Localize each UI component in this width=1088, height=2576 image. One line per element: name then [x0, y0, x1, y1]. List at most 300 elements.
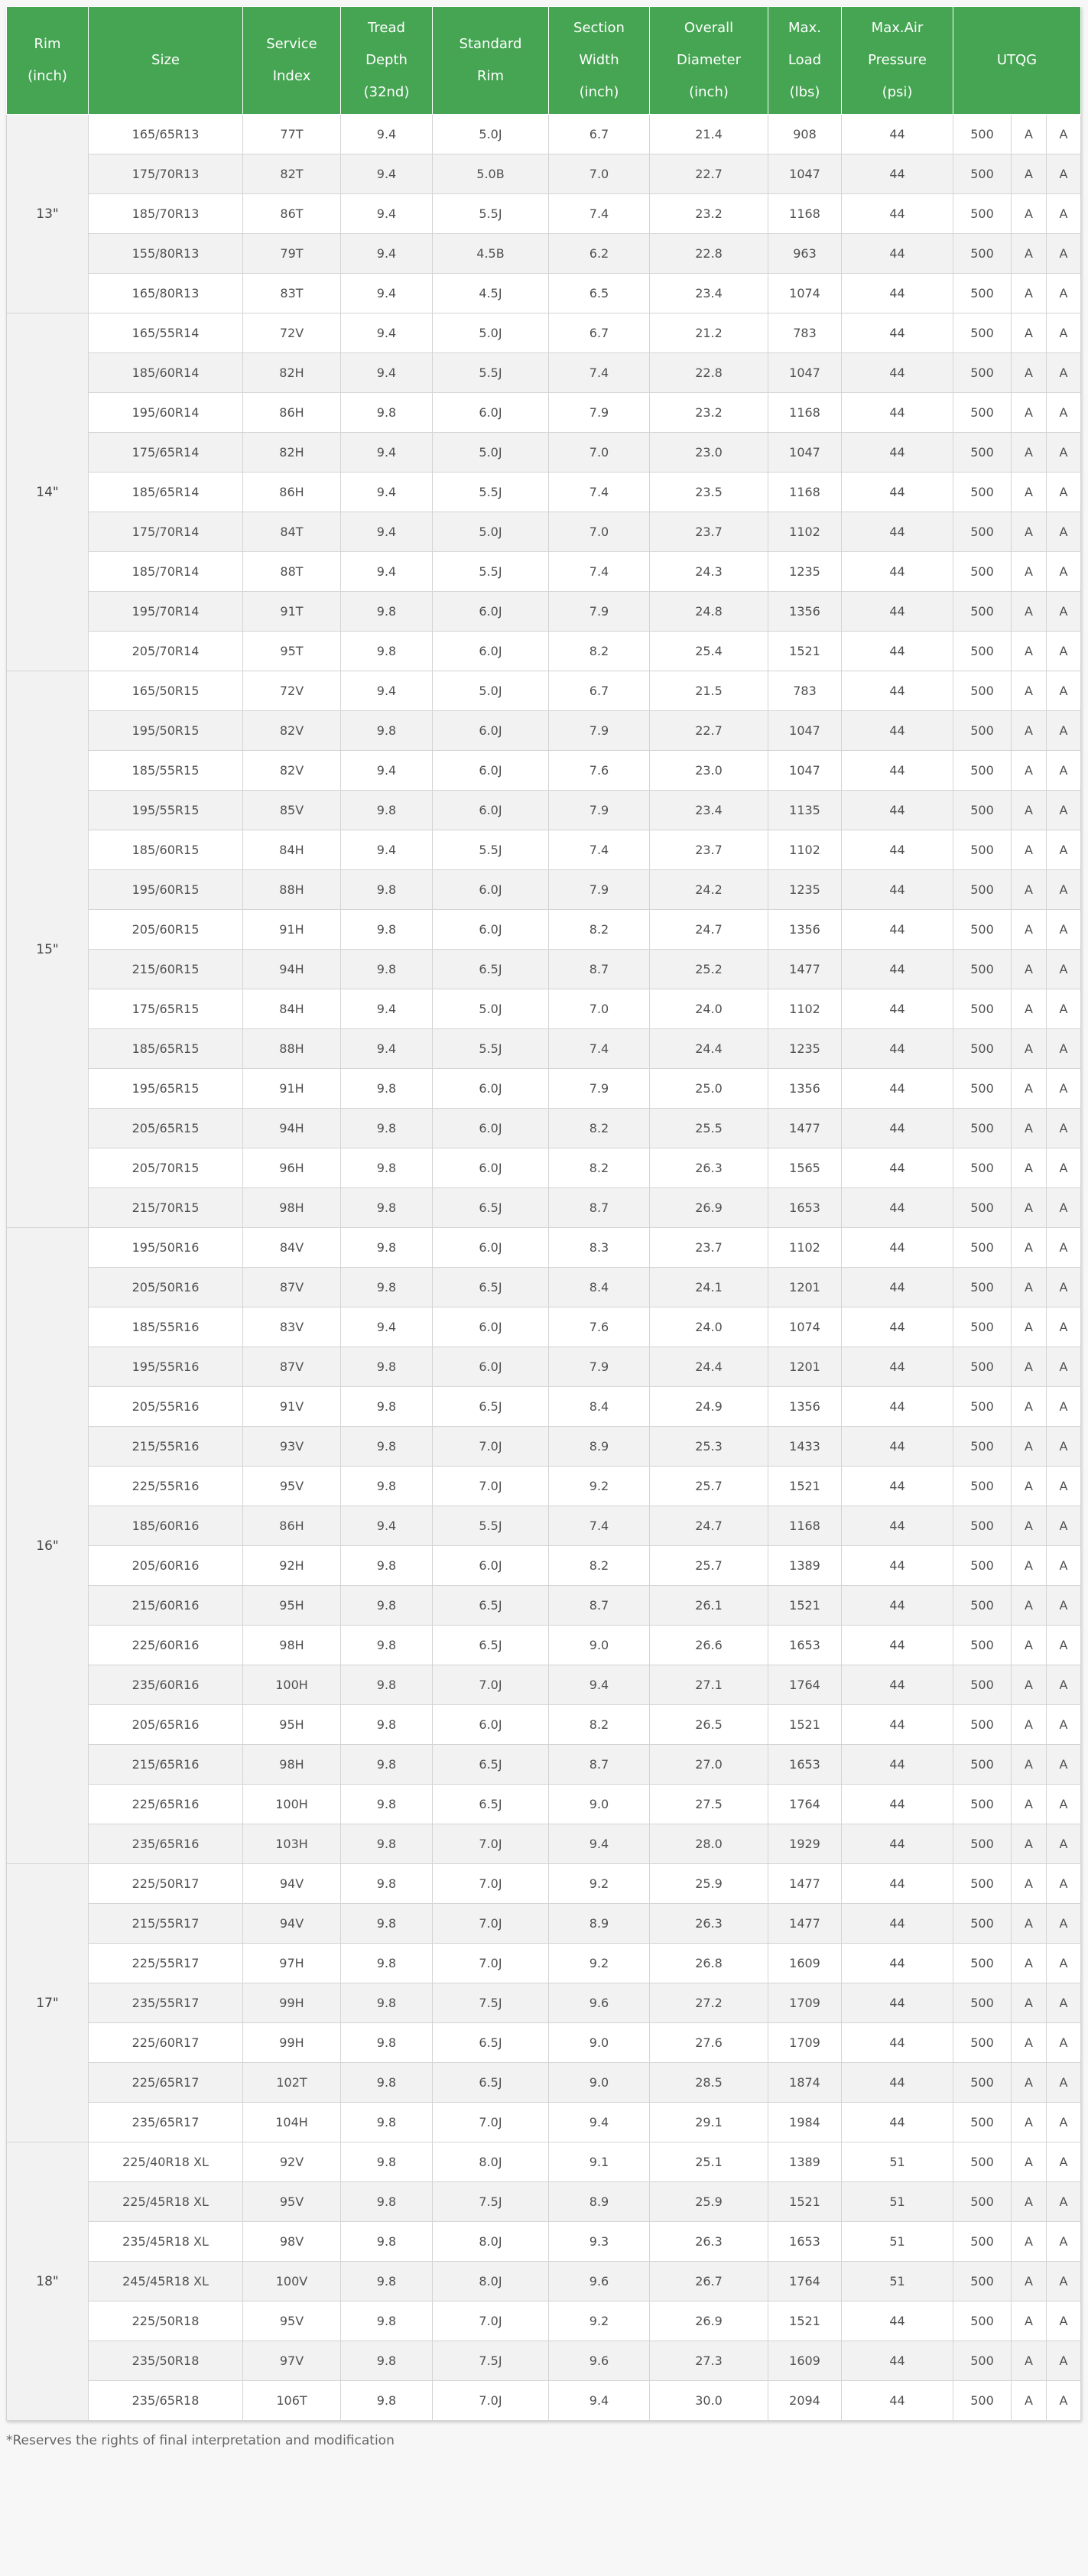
overall-diameter-cell: 26.6 — [650, 1626, 768, 1665]
service-index-cell: 84H — [243, 830, 341, 870]
standard-rim-cell: 5.0J — [433, 671, 549, 711]
size-cell: 165/55R14 — [89, 313, 243, 353]
utqg-treadwear-cell: 500 — [953, 393, 1012, 433]
service-index-cell: 106T — [243, 2381, 341, 2421]
tread-depth-cell: 9.8 — [341, 1148, 433, 1188]
section-width-cell: 6.7 — [549, 115, 650, 154]
max-load-cell: 1477 — [768, 1904, 842, 1944]
utqg-temperature-cell: A — [1047, 2222, 1081, 2262]
overall-diameter-cell: 30.0 — [650, 2381, 768, 2421]
table-row — [7, 1705, 1081, 1745]
overall-diameter-cell: 24.1 — [650, 1268, 768, 1307]
overall-diameter-cell: 28.0 — [650, 1824, 768, 1864]
rim-size-cell: 17" — [7, 1864, 89, 2142]
overall-diameter-cell: 25.3 — [650, 1427, 768, 1467]
max-air-pressure-cell: 44 — [842, 194, 953, 234]
max-air-pressure-cell: 44 — [842, 1626, 953, 1665]
max-air-pressure-cell: 51 — [842, 2182, 953, 2222]
utqg-treadwear-cell: 500 — [953, 950, 1012, 989]
utqg-treadwear-cell: 500 — [953, 1705, 1012, 1745]
section-width-cell: 8.2 — [549, 1148, 650, 1188]
size-cell: 185/70R14 — [89, 552, 243, 592]
tire-spec-table — [6, 6, 1081, 2421]
utqg-temperature-cell: A — [1047, 393, 1081, 433]
utqg-traction-cell: A — [1012, 1824, 1047, 1864]
table-row — [7, 910, 1081, 950]
standard-rim-cell: 7.0J — [433, 1427, 549, 1467]
utqg-temperature-cell: A — [1047, 1148, 1081, 1188]
section-width-cell: 7.9 — [549, 1347, 650, 1387]
standard-rim-cell: 6.0J — [433, 711, 549, 751]
tread-depth-cell: 9.8 — [341, 2142, 433, 2182]
service-index-cell: 88H — [243, 1029, 341, 1069]
utqg-treadwear-cell: 500 — [953, 711, 1012, 751]
max-load-cell: 1047 — [768, 751, 842, 791]
service-index-cell: 93V — [243, 1427, 341, 1467]
utqg-traction-cell: A — [1012, 473, 1047, 512]
standard-rim-cell: 7.0J — [433, 2302, 549, 2341]
max-load-cell: 1653 — [768, 1626, 842, 1665]
utqg-traction-cell: A — [1012, 2222, 1047, 2262]
standard-rim-cell: 5.5J — [433, 552, 549, 592]
tread-depth-cell: 9.8 — [341, 1069, 433, 1109]
rim-size-cell: 15" — [7, 671, 89, 1228]
service-index-cell: 82H — [243, 433, 341, 473]
size-cell: 195/50R15 — [89, 711, 243, 751]
max-air-pressure-cell: 44 — [842, 433, 953, 473]
overall-diameter-cell: 25.7 — [650, 1546, 768, 1586]
size-cell: 195/65R15 — [89, 1069, 243, 1109]
size-cell: 195/55R16 — [89, 1347, 243, 1387]
utqg-temperature-cell: A — [1047, 552, 1081, 592]
utqg-treadwear-cell: 500 — [953, 234, 1012, 274]
max-air-pressure-cell: 44 — [842, 830, 953, 870]
tread-depth-cell: 9.4 — [341, 830, 433, 870]
utqg-temperature-cell: A — [1047, 1824, 1081, 1864]
utqg-treadwear-cell: 500 — [953, 671, 1012, 711]
table-row — [7, 950, 1081, 989]
utqg-treadwear-cell: 500 — [953, 1904, 1012, 1944]
standard-rim-cell: 5.5J — [433, 353, 549, 393]
service-index-cell: 95V — [243, 1467, 341, 1506]
header-line: Load — [788, 52, 822, 68]
max-load-cell: 1389 — [768, 2142, 842, 2182]
utqg-temperature-cell: A — [1047, 1347, 1081, 1387]
header-line: Index — [272, 68, 311, 84]
section-width-cell: 9.0 — [549, 1626, 650, 1665]
max-air-pressure-cell: 44 — [842, 870, 953, 910]
header-line: Service — [266, 36, 317, 52]
utqg-traction-cell: A — [1012, 592, 1047, 632]
utqg-temperature-cell: A — [1047, 870, 1081, 910]
service-index-cell: 95T — [243, 632, 341, 671]
utqg-temperature-cell: A — [1047, 1705, 1081, 1745]
max-load-cell: 1102 — [768, 830, 842, 870]
tread-depth-cell: 9.4 — [341, 194, 433, 234]
table-row — [7, 552, 1081, 592]
section-width-cell: 8.3 — [549, 1228, 650, 1268]
utqg-traction-cell: A — [1012, 1029, 1047, 1069]
tread-depth-cell: 9.8 — [341, 2222, 433, 2262]
table-row — [7, 1546, 1081, 1586]
service-index-cell: 88H — [243, 870, 341, 910]
overall-diameter-cell: 27.5 — [650, 1785, 768, 1824]
size-cell: 235/45R18 XL — [89, 2222, 243, 2262]
utqg-temperature-cell: A — [1047, 2103, 1081, 2142]
max-air-pressure-cell: 44 — [842, 1148, 953, 1188]
standard-rim-cell: 6.0J — [433, 791, 549, 830]
utqg-temperature-cell: A — [1047, 2341, 1081, 2381]
overall-diameter-cell: 26.3 — [650, 1904, 768, 1944]
size-cell: 175/70R13 — [89, 154, 243, 194]
table-row — [7, 1109, 1081, 1148]
rim-size-cell: 18" — [7, 2142, 89, 2421]
standard-rim-cell: 6.0J — [433, 632, 549, 671]
overall-diameter-cell: 24.2 — [650, 870, 768, 910]
utqg-treadwear-cell: 500 — [953, 2023, 1012, 2063]
utqg-traction-cell: A — [1012, 1626, 1047, 1665]
max-load-cell: 1047 — [768, 433, 842, 473]
table-row — [7, 1586, 1081, 1626]
service-index-cell: 84H — [243, 989, 341, 1029]
standard-rim-cell: 6.0J — [433, 910, 549, 950]
overall-diameter-cell: 22.8 — [650, 234, 768, 274]
standard-rim-cell: 7.5J — [433, 1983, 549, 2023]
max-load-cell: 963 — [768, 234, 842, 274]
overall-diameter-cell: 22.8 — [650, 353, 768, 393]
tread-depth-cell: 9.8 — [341, 870, 433, 910]
size-cell: 185/65R15 — [89, 1029, 243, 1069]
tread-depth-cell: 9.4 — [341, 1029, 433, 1069]
size-cell: 165/50R15 — [89, 671, 243, 711]
section-width-cell: 9.2 — [549, 1864, 650, 1904]
utqg-temperature-cell: A — [1047, 2063, 1081, 2103]
size-cell: 215/65R16 — [89, 1745, 243, 1785]
max-air-pressure-cell: 44 — [842, 910, 953, 950]
utqg-traction-cell: A — [1012, 2302, 1047, 2341]
size-cell: 215/60R16 — [89, 1586, 243, 1626]
standard-rim-cell: 7.0J — [433, 2381, 549, 2421]
tread-depth-cell: 9.8 — [341, 1864, 433, 1904]
header-line: (lbs) — [789, 84, 820, 100]
utqg-treadwear-cell: 500 — [953, 512, 1012, 552]
utqg-treadwear-cell: 500 — [953, 2341, 1012, 2381]
header-line: UTQG — [996, 52, 1038, 68]
header-section-width — [549, 7, 650, 115]
tread-depth-cell: 9.4 — [341, 671, 433, 711]
utqg-temperature-cell: A — [1047, 1228, 1081, 1268]
header-line: Standard — [459, 36, 522, 52]
utqg-treadwear-cell: 500 — [953, 1387, 1012, 1427]
tread-depth-cell: 9.4 — [341, 433, 433, 473]
max-load-cell: 1356 — [768, 910, 842, 950]
max-air-pressure-cell: 44 — [842, 1546, 953, 1586]
section-width-cell: 8.2 — [549, 1705, 650, 1745]
max-air-pressure-cell: 44 — [842, 1705, 953, 1745]
utqg-traction-cell: A — [1012, 313, 1047, 353]
utqg-traction-cell: A — [1012, 1387, 1047, 1427]
max-load-cell: 1102 — [768, 512, 842, 552]
max-load-cell: 1653 — [768, 1188, 842, 1228]
utqg-traction-cell: A — [1012, 1307, 1047, 1347]
section-width-cell: 7.0 — [549, 154, 650, 194]
max-load-cell: 1521 — [768, 1705, 842, 1745]
section-width-cell: 9.0 — [549, 2023, 650, 2063]
max-load-cell: 1047 — [768, 353, 842, 393]
table-row — [7, 870, 1081, 910]
standard-rim-cell: 5.0B — [433, 154, 549, 194]
standard-rim-cell: 5.0J — [433, 433, 549, 473]
service-index-cell: 104H — [243, 2103, 341, 2142]
max-load-cell: 2094 — [768, 2381, 842, 2421]
utqg-traction-cell: A — [1012, 1347, 1047, 1387]
standard-rim-cell: 8.0J — [433, 2262, 549, 2302]
tread-depth-cell: 9.8 — [341, 2182, 433, 2222]
utqg-treadwear-cell: 500 — [953, 473, 1012, 512]
size-cell: 185/70R13 — [89, 194, 243, 234]
service-index-cell: 100H — [243, 1785, 341, 1824]
service-index-cell: 95V — [243, 2182, 341, 2222]
table-row — [7, 274, 1081, 313]
header-max-load — [768, 7, 842, 115]
standard-rim-cell: 6.0J — [433, 393, 549, 433]
size-cell: 235/55R17 — [89, 1983, 243, 2023]
size-cell: 205/65R15 — [89, 1109, 243, 1148]
utqg-temperature-cell: A — [1047, 791, 1081, 830]
section-width-cell: 8.2 — [549, 632, 650, 671]
tread-depth-cell: 9.8 — [341, 1228, 433, 1268]
utqg-treadwear-cell: 500 — [953, 274, 1012, 313]
utqg-temperature-cell: A — [1047, 751, 1081, 791]
utqg-traction-cell: A — [1012, 751, 1047, 791]
tread-depth-cell: 9.4 — [341, 552, 433, 592]
service-index-cell: 92V — [243, 2142, 341, 2182]
standard-rim-cell: 5.5J — [433, 194, 549, 234]
table-row — [7, 2262, 1081, 2302]
tread-depth-cell: 9.4 — [341, 473, 433, 512]
section-width-cell: 6.2 — [549, 234, 650, 274]
service-index-cell: 88T — [243, 552, 341, 592]
standard-rim-cell: 6.0J — [433, 1109, 549, 1148]
max-air-pressure-cell: 51 — [842, 2142, 953, 2182]
header-line: Overall — [684, 20, 734, 36]
footnote: *Reserves the rights of final interpretation and modification — [6, 2433, 395, 2448]
utqg-treadwear-cell: 500 — [953, 2063, 1012, 2103]
header-line: (32nd) — [363, 84, 410, 100]
size-cell: 195/60R14 — [89, 393, 243, 433]
table-row — [7, 2103, 1081, 2142]
service-index-cell: 97H — [243, 1944, 341, 1983]
utqg-treadwear-cell: 500 — [953, 1983, 1012, 2023]
utqg-temperature-cell: A — [1047, 1307, 1081, 1347]
overall-diameter-cell: 25.5 — [650, 1109, 768, 1148]
overall-diameter-cell: 23.0 — [650, 751, 768, 791]
tread-depth-cell: 9.8 — [341, 2023, 433, 2063]
overall-diameter-cell: 26.8 — [650, 1944, 768, 1983]
standard-rim-cell: 5.0J — [433, 115, 549, 154]
service-index-cell: 82T — [243, 154, 341, 194]
overall-diameter-cell: 23.2 — [650, 194, 768, 234]
utqg-temperature-cell: A — [1047, 1626, 1081, 1665]
standard-rim-cell: 7.0J — [433, 1665, 549, 1705]
utqg-traction-cell: A — [1012, 2182, 1047, 2222]
max-load-cell: 908 — [768, 115, 842, 154]
max-air-pressure-cell: 44 — [842, 1109, 953, 1148]
tread-depth-cell: 9.4 — [341, 234, 433, 274]
service-index-cell: 100H — [243, 1665, 341, 1705]
standard-rim-cell: 7.0J — [433, 1864, 549, 1904]
utqg-traction-cell: A — [1012, 950, 1047, 989]
table-row — [7, 1864, 1081, 1904]
max-air-pressure-cell: 44 — [842, 751, 953, 791]
header-line: Size — [151, 52, 180, 68]
section-width-cell: 9.6 — [549, 2341, 650, 2381]
max-load-cell: 1102 — [768, 1228, 842, 1268]
overall-diameter-cell: 25.1 — [650, 2142, 768, 2182]
overall-diameter-cell: 27.3 — [650, 2341, 768, 2381]
table-row — [7, 592, 1081, 632]
tread-depth-cell: 9.8 — [341, 2341, 433, 2381]
overall-diameter-cell: 25.2 — [650, 950, 768, 989]
utqg-temperature-cell: A — [1047, 830, 1081, 870]
overall-diameter-cell: 27.1 — [650, 1665, 768, 1705]
spec-table-container — [6, 6, 1080, 2448]
max-air-pressure-cell: 44 — [842, 393, 953, 433]
table-row — [7, 433, 1081, 473]
utqg-treadwear-cell: 500 — [953, 1427, 1012, 1467]
header-line: Tread — [368, 20, 405, 36]
header-rim — [7, 7, 89, 115]
overall-diameter-cell: 24.4 — [650, 1029, 768, 1069]
section-width-cell: 7.9 — [549, 711, 650, 751]
utqg-temperature-cell: A — [1047, 1427, 1081, 1467]
table-row — [7, 1069, 1081, 1109]
utqg-traction-cell: A — [1012, 2262, 1047, 2302]
section-width-cell: 9.0 — [549, 2063, 650, 2103]
tread-depth-cell: 9.8 — [341, 711, 433, 751]
max-load-cell: 1521 — [768, 632, 842, 671]
utqg-traction-cell: A — [1012, 194, 1047, 234]
table-row — [7, 791, 1081, 830]
utqg-traction-cell: A — [1012, 1745, 1047, 1785]
size-cell: 185/60R14 — [89, 353, 243, 393]
overall-diameter-cell: 24.0 — [650, 1307, 768, 1347]
max-load-cell: 1074 — [768, 1307, 842, 1347]
max-load-cell: 1874 — [768, 2063, 842, 2103]
table-row — [7, 2381, 1081, 2421]
table-body — [7, 115, 1081, 2421]
utqg-traction-cell: A — [1012, 711, 1047, 751]
utqg-traction-cell: A — [1012, 1069, 1047, 1109]
size-cell: 195/60R15 — [89, 870, 243, 910]
tread-depth-cell: 9.4 — [341, 313, 433, 353]
section-width-cell: 8.7 — [549, 1745, 650, 1785]
utqg-temperature-cell: A — [1047, 1586, 1081, 1626]
table-row — [7, 2182, 1081, 2222]
utqg-temperature-cell: A — [1047, 1904, 1081, 1944]
table-row — [7, 671, 1081, 711]
table-row — [7, 1427, 1081, 1467]
service-index-cell: 91H — [243, 910, 341, 950]
utqg-traction-cell: A — [1012, 1427, 1047, 1467]
overall-diameter-cell: 24.7 — [650, 1506, 768, 1546]
section-width-cell: 9.4 — [549, 2381, 650, 2421]
max-air-pressure-cell: 44 — [842, 313, 953, 353]
standard-rim-cell: 4.5B — [433, 234, 549, 274]
standard-rim-cell: 5.0J — [433, 512, 549, 552]
max-load-cell: 1168 — [768, 194, 842, 234]
standard-rim-cell: 6.0J — [433, 1705, 549, 1745]
overall-diameter-cell: 25.4 — [650, 632, 768, 671]
section-width-cell: 7.4 — [549, 473, 650, 512]
standard-rim-cell: 8.0J — [433, 2222, 549, 2262]
utqg-traction-cell: A — [1012, 910, 1047, 950]
utqg-temperature-cell: A — [1047, 671, 1081, 711]
overall-diameter-cell: 21.4 — [650, 115, 768, 154]
size-cell: 235/50R18 — [89, 2341, 243, 2381]
utqg-treadwear-cell: 500 — [953, 1864, 1012, 1904]
tread-depth-cell: 9.8 — [341, 2063, 433, 2103]
max-air-pressure-cell: 44 — [842, 2341, 953, 2381]
utqg-temperature-cell: A — [1047, 2302, 1081, 2341]
tread-depth-cell: 9.4 — [341, 512, 433, 552]
utqg-traction-cell: A — [1012, 1467, 1047, 1506]
utqg-temperature-cell: A — [1047, 910, 1081, 950]
max-load-cell: 1565 — [768, 1148, 842, 1188]
utqg-traction-cell: A — [1012, 1109, 1047, 1148]
header-line: Rim — [34, 36, 61, 52]
utqg-temperature-cell: A — [1047, 711, 1081, 751]
standard-rim-cell: 7.5J — [433, 2182, 549, 2222]
standard-rim-cell: 7.0J — [433, 2103, 549, 2142]
size-cell: 215/60R15 — [89, 950, 243, 989]
max-air-pressure-cell: 44 — [842, 234, 953, 274]
service-index-cell: 94H — [243, 1109, 341, 1148]
utqg-traction-cell: A — [1012, 433, 1047, 473]
section-width-cell: 8.2 — [549, 1109, 650, 1148]
standard-rim-cell: 7.5J — [433, 2341, 549, 2381]
max-air-pressure-cell: 44 — [842, 1347, 953, 1387]
max-air-pressure-cell: 44 — [842, 1069, 953, 1109]
max-air-pressure-cell: 44 — [842, 1785, 953, 1824]
standard-rim-cell: 6.5J — [433, 950, 549, 989]
table-row — [7, 1944, 1081, 1983]
table-row — [7, 1029, 1081, 1069]
utqg-treadwear-cell: 500 — [953, 2142, 1012, 2182]
overall-diameter-cell: 22.7 — [650, 154, 768, 194]
overall-diameter-cell: 27.0 — [650, 1745, 768, 1785]
overall-diameter-cell: 27.2 — [650, 1983, 768, 2023]
overall-diameter-cell: 23.7 — [650, 830, 768, 870]
overall-diameter-cell: 29.1 — [650, 2103, 768, 2142]
tread-depth-cell: 9.8 — [341, 791, 433, 830]
max-load-cell: 1521 — [768, 2302, 842, 2341]
service-index-cell: 79T — [243, 234, 341, 274]
max-air-pressure-cell: 44 — [842, 1307, 953, 1347]
max-load-cell: 1356 — [768, 592, 842, 632]
tread-depth-cell: 9.8 — [341, 393, 433, 433]
section-width-cell: 7.4 — [549, 552, 650, 592]
utqg-temperature-cell: A — [1047, 632, 1081, 671]
max-air-pressure-cell: 44 — [842, 1387, 953, 1427]
overall-diameter-cell: 21.2 — [650, 313, 768, 353]
max-air-pressure-cell: 44 — [842, 2063, 953, 2103]
section-width-cell: 9.2 — [549, 2302, 650, 2341]
section-width-cell: 8.7 — [549, 1188, 650, 1228]
utqg-temperature-cell: A — [1047, 433, 1081, 473]
size-cell: 225/40R18 XL — [89, 2142, 243, 2182]
utqg-traction-cell: A — [1012, 154, 1047, 194]
